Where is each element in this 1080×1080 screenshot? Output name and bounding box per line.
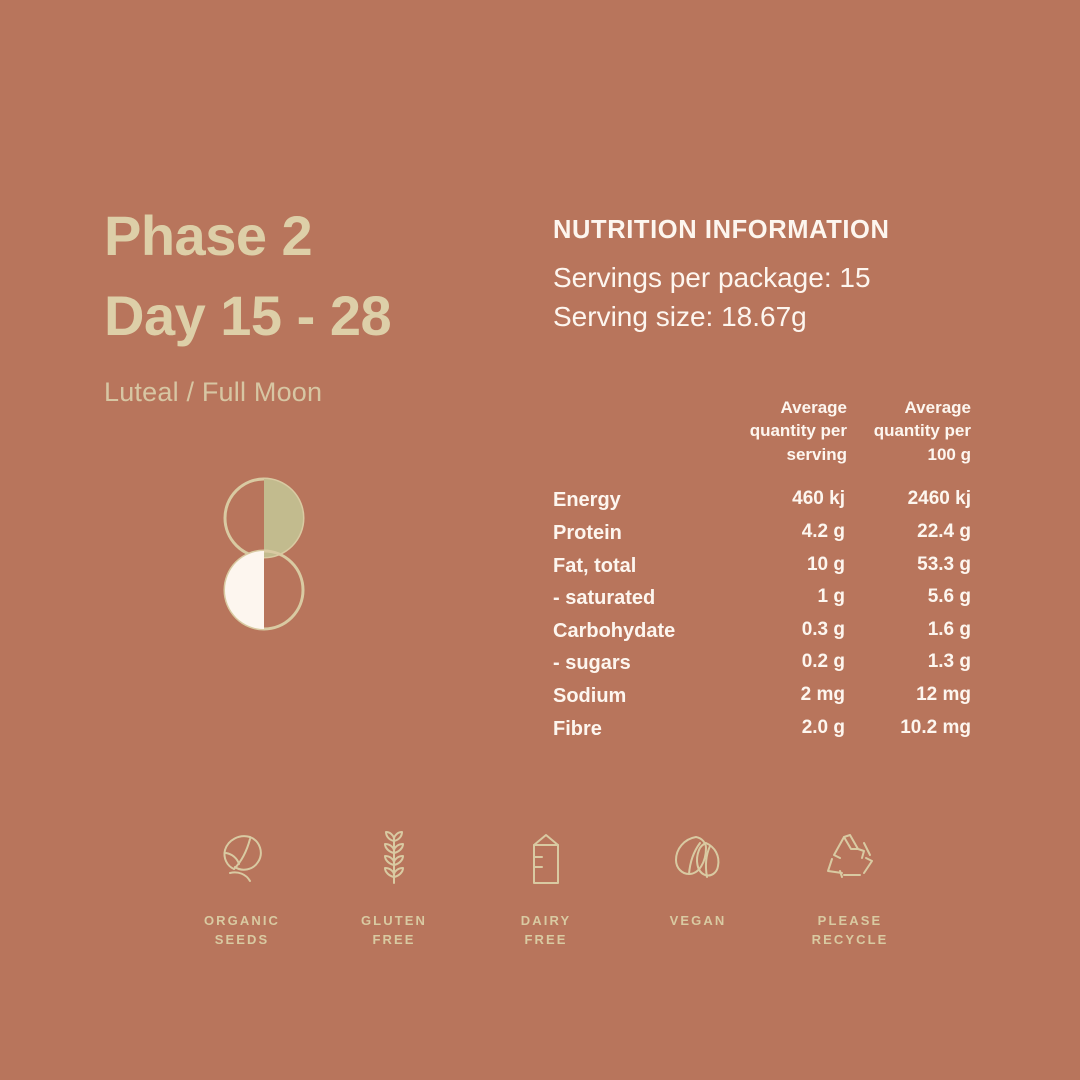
table-row: [553, 484, 971, 517]
row-per-serving: 2.0 g: [801, 716, 845, 738]
certification-badges: [166, 820, 926, 950]
row-per-100g: 1.3 g: [927, 651, 971, 673]
row-per-100g: 5.6 g: [927, 586, 971, 608]
row-per-100g: 1.6 g: [927, 618, 971, 640]
nutrition-header: [553, 216, 973, 336]
badge-organic-seeds: [166, 820, 318, 950]
table-row: [553, 647, 971, 680]
row-label: - sugars: [553, 652, 631, 675]
page-title: [104, 196, 524, 355]
phase-title-line2: Day 15 - 28: [104, 283, 392, 347]
milk-carton-icon: [510, 820, 582, 894]
badge-dairy-free: [470, 820, 622, 950]
badge-label: ORGANIC SEEDS: [203, 913, 281, 947]
row-per-serving: 4.2 g: [801, 520, 845, 542]
row-per-100g: 53.3 g: [917, 553, 971, 575]
wheat-icon: [358, 820, 430, 894]
table-row: [553, 680, 971, 713]
row-label: Protein: [553, 521, 622, 544]
badge-label: VEGAN: [669, 913, 727, 928]
phase-block: [104, 196, 524, 634]
leaves-icon: [662, 820, 734, 894]
column-header-per-serving: Average quantity per serving: [749, 398, 847, 464]
column-header-blank: [553, 396, 725, 484]
row-per-serving: 0.2 g: [801, 651, 845, 673]
table-row: [553, 517, 971, 550]
nutrition-heading: NUTRITION INFORMATION: [553, 216, 890, 244]
row-label: Energy: [553, 489, 621, 512]
row-per-serving: 10 g: [806, 553, 845, 575]
phase-subtitle: Luteal / Full Moon: [104, 377, 323, 408]
row-label: Fibre: [553, 717, 602, 740]
row-per-100g: 22.4 g: [917, 520, 971, 542]
row-label: Fat, total: [553, 554, 637, 577]
nutrition-table: [553, 396, 971, 745]
moon-phase-icon: [216, 474, 312, 634]
row-label: - saturated: [553, 587, 656, 610]
row-per-100g: 2460 kj: [907, 488, 971, 510]
badge-please-recycle: [774, 820, 926, 950]
row-per-serving: 2 mg: [800, 683, 845, 705]
servings-per-package: Servings per package: 15: [553, 262, 871, 293]
recycle-icon: [814, 820, 886, 894]
badge-gluten-free: [318, 820, 470, 950]
row-per-100g: 12 mg: [916, 683, 971, 705]
badge-label: DAIRY FREE: [520, 913, 572, 947]
row-per-100g: 10.2 mg: [900, 716, 971, 738]
column-header-per-100g: Average quantity per 100 g: [873, 398, 971, 464]
organic-seeds-icon: [206, 820, 278, 894]
badge-vegan: [622, 820, 774, 931]
row-label: Carbohydate: [553, 619, 676, 642]
row-per-serving: 0.3 g: [801, 618, 845, 640]
badge-label: GLUTEN FREE: [360, 913, 428, 947]
phase-title-line1: Phase 2: [104, 204, 313, 267]
nutrition-table-body: [553, 484, 971, 745]
nutrition-table-head: [553, 396, 971, 484]
serving-size: Serving size: 18.67g: [553, 300, 807, 332]
row-per-serving: 460 kj: [792, 488, 845, 510]
table-row: [553, 550, 971, 583]
row-label: Sodium: [553, 684, 627, 707]
table-row: [553, 615, 971, 648]
table-row: [553, 713, 971, 746]
table-row: [553, 582, 971, 615]
row-per-serving: 1 g: [817, 586, 845, 608]
badge-label: PLEASE RECYCLE: [811, 913, 889, 947]
table-header-row: [553, 396, 971, 484]
